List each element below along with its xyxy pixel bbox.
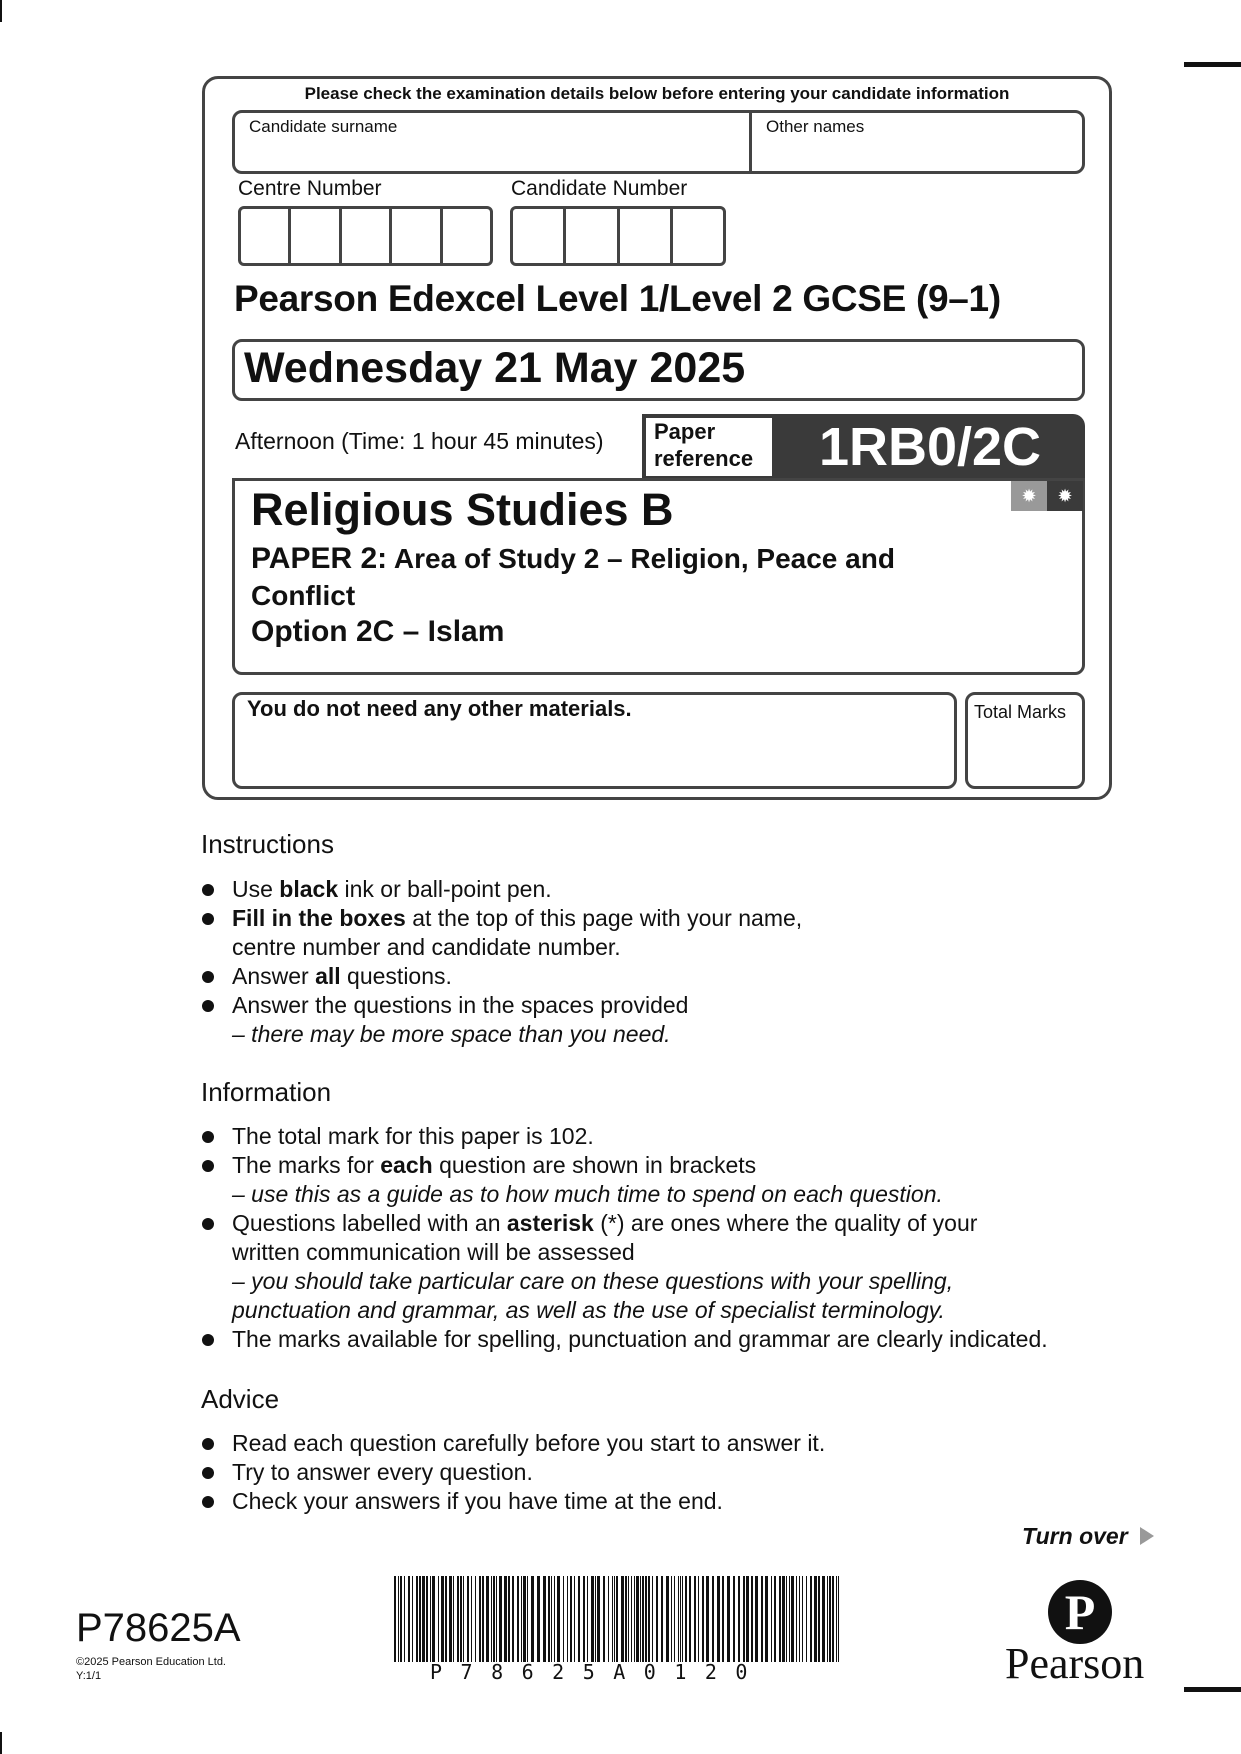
list-item: Use black ink or ball-point pen. [201,875,841,904]
candidate-number-label: Candidate Number [511,177,688,200]
digit-box[interactable] [513,209,566,263]
copyright-text: ©2025 Pearson Education Ltd. [76,1656,226,1668]
digit-box[interactable] [342,209,392,263]
instructions-heading: Instructions [201,829,334,859]
list-item: The marks available for spelling, punctuation and grammar are clearly indicated. [201,1325,1081,1354]
centre-number-label: Centre Number [238,177,382,200]
paper-number: PAPER 2: [251,542,388,575]
list-item: The total mark for this paper is 102. [201,1122,1081,1151]
paper-title [251,540,991,614]
paper-area: Area of Study 2 – Religion, Peace and Conflict [251,543,895,611]
instructions-list [201,875,841,1049]
turn-over-label: Turn over [1022,1523,1128,1549]
list-item: Questions labelled with an asterisk (*) are ones where the quality of your written communication will be assessed – you should take particular care on these questions with your spelling, punctuation and grammar, as well as the use of specialist terminology. [201,1209,1042,1325]
exam-session: Afternoon (Time: 1 hour 45 minutes) [235,428,604,454]
version-text: Y:1/1 [76,1670,102,1682]
advice-list [201,1429,901,1516]
paper-reference-code: 1RB0/2C [818,417,1042,477]
materials-note: You do not need any other materials. [247,696,632,721]
crop-mark-top-left [0,0,2,22]
crop-mark-bottom-right [1184,1687,1241,1692]
pearson-logo-wordmark: Pearson [1005,1639,1145,1688]
crop-mark-bottom-left [0,1732,2,1754]
barcode-image [394,1576,844,1662]
play-arrow-icon [1140,1527,1154,1545]
list-item: Fill in the boxes at the top of this page with your name, centre number and candidate number. [201,904,841,962]
information-heading: Information [201,1077,332,1107]
qualification-title: Pearson Edexcel Level 1/Level 2 GCSE (9–1) [234,278,1001,319]
advice-heading: Advice [201,1384,280,1414]
digit-box[interactable] [620,209,673,263]
copyright-notice [76,1655,226,1683]
exam-date: Wednesday 21 May 2025 [244,344,746,392]
barcode-number: P78625A0120 [430,1660,766,1684]
other-names-label: Other names [766,117,865,136]
candidate-number-boxes[interactable] [510,206,726,266]
information-list [201,1122,1081,1354]
paper-code: P78625A [76,1606,241,1650]
check-details-note: Please check the examination details below before entering your candidate information [304,84,1010,103]
list-item: The marks for each question are shown in brackets – use this as a guide as to how much time to spend on each question. [201,1151,1081,1209]
crop-mark-top-right [1184,62,1241,67]
digit-box[interactable] [392,209,442,263]
pearson-logo-icon: P [1048,1580,1112,1644]
star-icon: ✹ [1011,481,1047,511]
digit-box[interactable] [443,209,490,263]
star-icon: ✹ [1047,481,1083,511]
list-item: Answer all questions. [201,962,841,991]
digit-box[interactable] [566,209,619,263]
list-item: Read each question carefully before you start to answer it. [201,1429,901,1458]
total-marks-label: Total Marks [974,702,1067,722]
digit-box[interactable] [241,209,291,263]
digit-box[interactable] [291,209,341,263]
paper-reference-label: Paper reference [646,418,772,476]
digit-box[interactable] [673,209,723,263]
list-item: Try to answer every question. [201,1458,901,1487]
list-item: Check your answers if you have time at the end. [201,1487,901,1516]
paper-option: Option 2C – Islam [251,615,505,648]
list-item: Answer the questions in the spaces provided – there may be more space than you need. [201,991,841,1049]
subject-title: Religious Studies B [251,484,674,535]
centre-number-boxes[interactable] [238,206,493,266]
candidate-surname-label: Candidate surname [249,117,398,136]
